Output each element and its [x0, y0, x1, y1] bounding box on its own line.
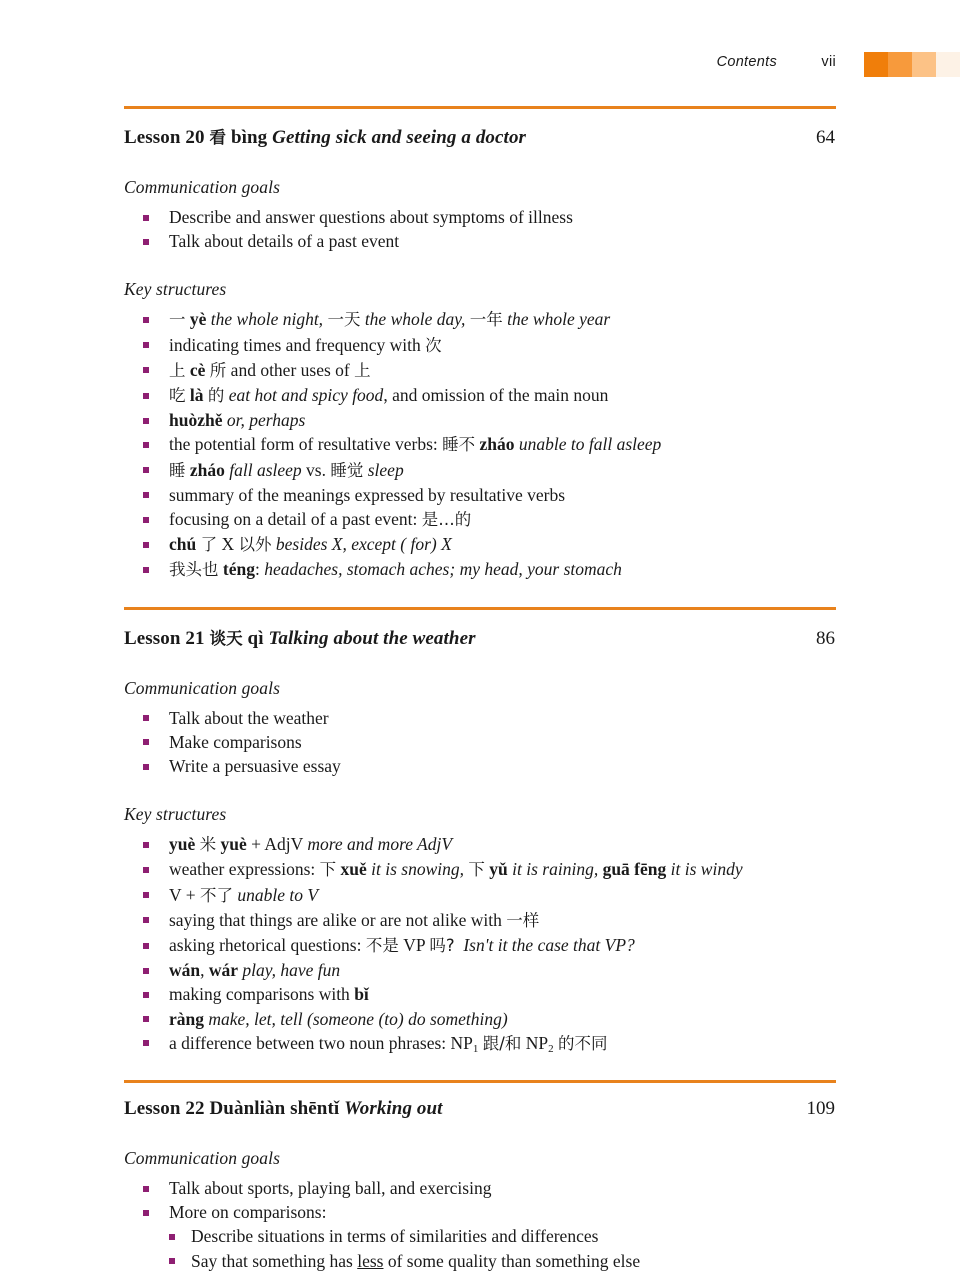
structure-text: 一 yè the whole night, 一天 the whole day, 一年 the whole year [169, 309, 611, 330]
square-bullet-icon [143, 542, 149, 548]
structure-text: weather expressions: 下 xuě it is snowing, 下 yǔ it is raining, guā fēng it is windy [169, 859, 743, 880]
lesson-chinese-21: 谈天 [209, 628, 243, 648]
list-item [124, 754, 836, 778]
square-bullet-icon [143, 567, 149, 573]
square-bullet-icon [143, 467, 149, 473]
lesson-page-number-21: 86 [816, 627, 835, 649]
lesson-english-title-21: Talking about the weather [268, 627, 476, 649]
structure-text: 吃 là 的 eat hot and spicy food, and omission of the main noun [169, 385, 609, 406]
key-structures-list-21 [124, 832, 836, 1058]
list-item [124, 333, 836, 358]
list-item [124, 1200, 836, 1273]
structure-text: 睡 zháo fall asleep vs. 睡觉 sleep [169, 459, 404, 480]
lesson-pinyin-20: bìng [230, 127, 268, 148]
list-item [124, 933, 836, 958]
lesson-number-22: Lesson 22 [124, 1098, 205, 1120]
square-bullet-icon [169, 1258, 175, 1264]
goal-text: Make comparisons [169, 731, 302, 752]
structure-text: the potential form of resultative verbs: 睡不 zháo unable to fall asleep [169, 434, 662, 455]
goal-text: Talk about sports, playing ball, and exercising [169, 1178, 492, 1199]
list-item [124, 432, 836, 457]
list-item [124, 408, 836, 432]
key-structures-list-20 [124, 307, 836, 582]
lesson-title-20 [124, 124, 526, 149]
square-bullet-icon [143, 367, 149, 373]
list-item [124, 229, 836, 253]
square-bullet-icon [143, 342, 149, 348]
goal-text: Describe and answer questions about symptoms of illness [169, 207, 573, 227]
list-item [124, 832, 836, 857]
list-item [124, 483, 836, 507]
color-block-3 [912, 52, 936, 77]
square-bullet-icon [143, 1210, 149, 1216]
list-item [124, 557, 836, 582]
communication-goals-label-21: Communication goals [124, 677, 280, 698]
list-item [124, 883, 836, 908]
lesson-pinyin-21: qì [247, 627, 264, 649]
structure-text: focusing on a detail of a past event: 是…的 [169, 509, 472, 530]
square-bullet-icon [143, 715, 149, 721]
list-item [124, 982, 836, 1006]
structure-text: chú 了 X 以外 besides X, except ( for) X [169, 534, 452, 555]
decorative-color-blocks [864, 52, 960, 77]
sub-goals-list-22 [169, 1224, 836, 1272]
structure-text: summary of the meanings expressed by resultative verbs [169, 484, 566, 505]
contents-page [124, 0, 836, 1273]
square-bullet-icon [143, 764, 149, 770]
lesson-english-title-20: Getting sick and seeing a doctor [272, 127, 527, 148]
structure-text: huòzhě or, perhaps [169, 410, 306, 431]
square-bullet-icon [143, 1040, 149, 1046]
square-bullet-icon [143, 917, 149, 923]
list-item [169, 1249, 836, 1273]
square-bullet-icon [143, 992, 149, 998]
square-bullet-icon [169, 1234, 175, 1240]
list-item [124, 205, 836, 229]
square-bullet-icon [143, 418, 149, 424]
lesson-entry-21 [124, 607, 836, 1058]
goal-text: Talk about the weather [169, 707, 329, 728]
structure-text: a difference between two noun phrases: $NP_1$ 跟/和 $NP_2$ 的不同 [169, 1032, 608, 1055]
structure-text: 上 cè 所 and other uses of 上 [169, 359, 371, 380]
lesson-entry-20 [124, 106, 836, 583]
communication-goals-label-20: Communication goals [124, 177, 280, 197]
structure-text: 我头也 téng: headaches, stomach aches; my head, your stomach [169, 559, 622, 580]
lesson-page-number-22: 109 [806, 1098, 835, 1120]
color-block-1 [864, 52, 888, 77]
key-structures-label-20: Key structures [124, 279, 227, 300]
square-bullet-icon [143, 1186, 149, 1192]
list-item [169, 1224, 836, 1248]
lesson-page-number-20: 64 [816, 127, 835, 148]
square-bullet-icon [143, 215, 149, 221]
lesson-header-22[interactable] [124, 1083, 836, 1122]
goal-text: More on comparisons: [169, 1202, 327, 1223]
lesson-title-22 [124, 1098, 443, 1120]
square-bullet-icon [143, 492, 149, 498]
running-head-folio: vii [821, 54, 836, 70]
square-bullet-icon [143, 317, 149, 323]
square-bullet-icon [143, 442, 149, 448]
square-bullet-icon [143, 867, 149, 873]
list-item [124, 358, 836, 383]
structure-text: V + 不了 unable to V [169, 884, 319, 905]
structure-text: making comparisons with bǐ [169, 984, 369, 1005]
square-bullet-icon [143, 842, 149, 848]
goal-text: Write a persuasive essay [169, 756, 341, 777]
list-item [124, 706, 836, 730]
list-item [124, 307, 836, 332]
list-item [124, 507, 836, 532]
structure-text: yuè 米 yuè + AdjV more and more AdjV [169, 834, 453, 855]
communication-goals-list-20 [124, 205, 836, 253]
lesson-entry-22 [124, 1080, 836, 1273]
lesson-pinyin-22: Duànliàn shēntǐ [209, 1098, 340, 1120]
structure-text: asking rhetorical questions: 不是 VP 吗? Isn't it the case that VP? [169, 935, 635, 956]
communication-goals-list-21 [124, 706, 836, 779]
square-bullet-icon [143, 739, 149, 745]
lesson-number-21: Lesson 21 [124, 627, 205, 649]
communication-goals-label-22: Communication goals [124, 1148, 280, 1169]
color-block-2 [888, 52, 912, 77]
list-item [124, 458, 836, 483]
square-bullet-icon [143, 239, 149, 245]
running-head-section-label: Contents [716, 54, 777, 70]
lesson-title-21 [124, 625, 476, 650]
list-item [124, 958, 836, 982]
list-item [124, 857, 836, 882]
lesson-number-20: Lesson 20 [124, 127, 205, 148]
list-item [124, 908, 836, 933]
structure-text: wán, wár play, have fun [169, 960, 341, 981]
structure-text: indicating times and frequency with 次 [169, 334, 442, 355]
sub-goal-text: Describe situations in terms of similarities and differences [191, 1226, 599, 1247]
structure-text: saying that things are alike or are not alike with 一样 [169, 909, 540, 930]
square-bullet-icon [143, 892, 149, 898]
square-bullet-icon [143, 517, 149, 523]
lesson-english-title-22: Working out [344, 1098, 443, 1120]
list-item [124, 383, 836, 408]
color-block-4 [936, 52, 960, 77]
list-item [124, 1031, 836, 1058]
list-item [124, 730, 836, 754]
list-item [124, 1007, 836, 1031]
square-bullet-icon [143, 1016, 149, 1022]
lesson-header-21[interactable] [124, 610, 836, 652]
goal-text: Talk about details of a past event [169, 231, 400, 252]
square-bullet-icon [143, 393, 149, 399]
lesson-header-20[interactable] [124, 109, 836, 151]
sub-goal-text: Say that something has less of some quality than something else [191, 1250, 641, 1271]
square-bullet-icon [143, 943, 149, 949]
lesson-chinese-20: 看 [209, 128, 227, 147]
key-structures-label-21: Key structures [124, 804, 227, 825]
structure-text: ràng make, let, tell (someone (to) do something) [169, 1008, 508, 1029]
list-item [124, 532, 836, 557]
communication-goals-list-22 [124, 1176, 836, 1273]
square-bullet-icon [143, 968, 149, 974]
list-item [124, 1176, 836, 1200]
